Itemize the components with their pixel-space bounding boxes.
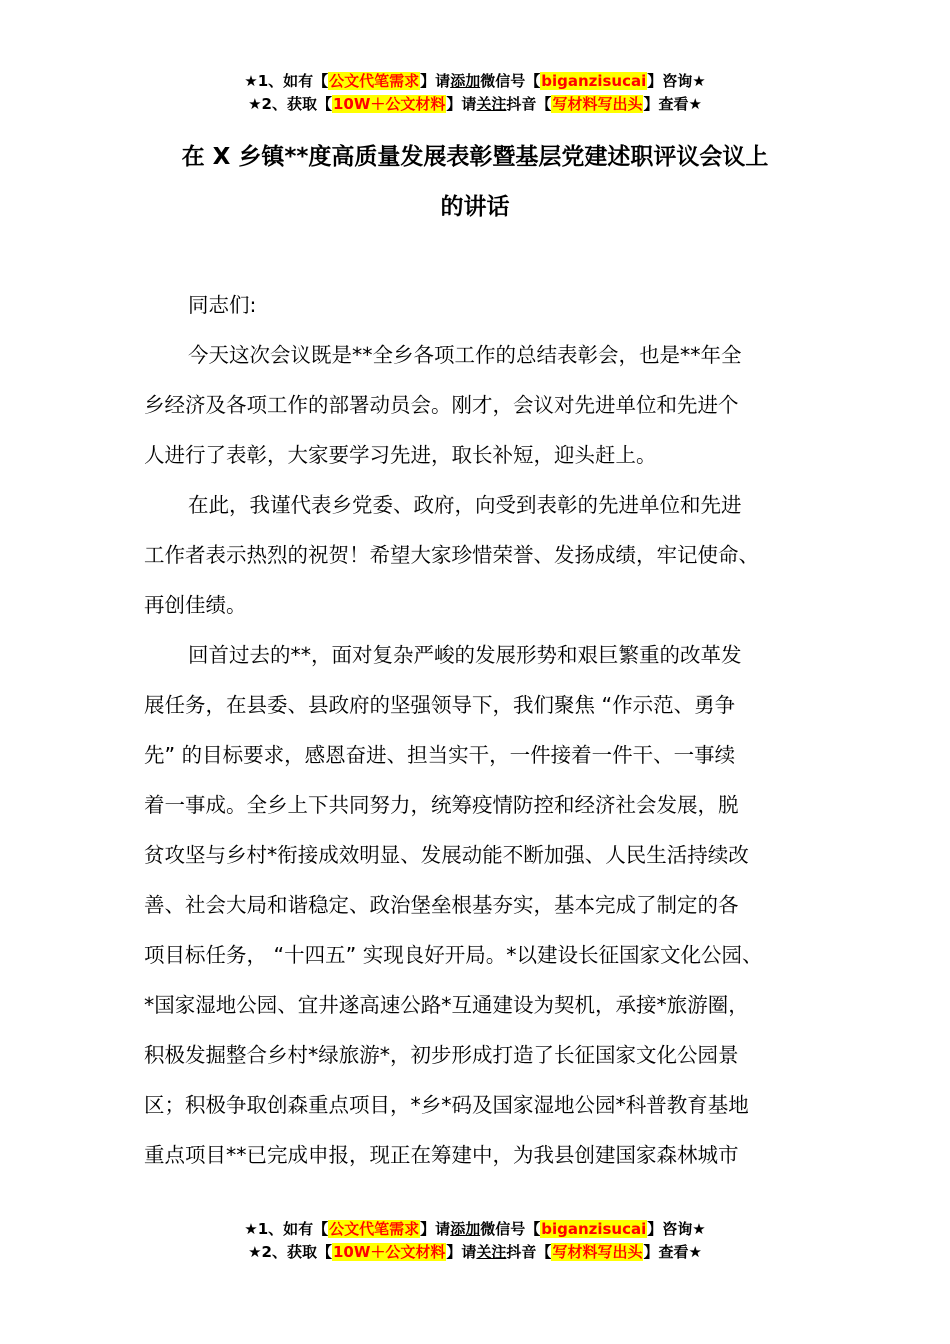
- underline-add: 添加: [450, 72, 481, 90]
- document-body: [144, 280, 824, 1180]
- title-line-1: 在 X 乡镇**度高质量发展表彰暨基层党建述职评议会议上: [181, 144, 769, 170]
- body-line: 项目标任务， “十四五” 实现良好开局。*以建设长征国家文化公园、: [144, 943, 763, 967]
- banner-text: ★2、获取【: [248, 1243, 332, 1261]
- highlight-materials: 10W＋公文材料: [332, 1243, 446, 1261]
- highlight-ghostwriting: 公文代笔需求: [329, 1220, 420, 1238]
- body-line: 善、社会大局和谐稳定、政治堡垒根基夯实，基本完成了制定的各: [144, 893, 739, 917]
- banner-text: 】查看★: [643, 1243, 702, 1261]
- body-line: 工作者表示热烈的祝贺！希望大家珍惜荣誉、发扬成绩，牢记使命、: [144, 543, 759, 567]
- body-line: 重点项目**已完成申报，现正在筹建中，为我县创建国家森林城市: [144, 1143, 739, 1167]
- body-line: 在此，我谨代表乡党委、政府，向受到表彰的先进单位和先进: [188, 493, 742, 517]
- body-line: *国家湿地公园、宜井遂高速公路*互通建设为契机，承接*旅游圈，: [144, 993, 749, 1017]
- underline-follow: 关注: [476, 1243, 507, 1261]
- body-line: 着一事成。全乡上下共同努力，统筹疫情防控和经济社会发展，脱: [144, 793, 739, 817]
- banner-line-2: [0, 1241, 950, 1264]
- body-line: 先” 的目标要求，感恩奋进、担当实干，一件接着一件干、一事续: [144, 743, 736, 767]
- body-line: 展任务，在县委、县政府的坚强领导下，我们聚焦 “作示范、勇争: [144, 693, 736, 717]
- banner-text: 】请: [446, 95, 477, 113]
- body-line: 回首过去的**，面对复杂严峻的发展形势和艰巨繁重的改革发: [188, 643, 742, 667]
- banner-text: 微信号【: [480, 72, 541, 90]
- highlight-douyin-account: 写材料写出头: [552, 95, 643, 113]
- banner-text: 抖音【: [506, 1243, 552, 1261]
- banner-line-2: [0, 93, 950, 116]
- body-line: 人进行了表彰，大家要学习先进，取长补短，迎头赶上。: [144, 443, 657, 467]
- banner-text: 】请: [420, 1220, 451, 1238]
- banner-text: ★1、如有【: [244, 72, 329, 90]
- highlight-douyin-account: 写材料写出头: [552, 1243, 643, 1261]
- highlight-wechat-id: biganzisucai: [541, 1220, 647, 1238]
- salutation: 同志们:: [188, 293, 257, 317]
- banner-text: 】咨询★: [647, 1220, 706, 1238]
- banner-text: ★1、如有【: [244, 1220, 329, 1238]
- body-line: 乡经济及各项工作的部署动员会。刚才，会议对先进单位和先进个: [144, 393, 739, 417]
- underline-add: 添加: [450, 1220, 481, 1238]
- body-line: 积极发掘整合乡村*绿旅游*，初步形成打造了长征国家文化公园景: [144, 1043, 739, 1067]
- highlight-materials: 10W＋公文材料: [332, 95, 446, 113]
- banner-text: ★2、获取【: [248, 95, 332, 113]
- document-title: [0, 132, 950, 232]
- footer-banner: [0, 1218, 950, 1264]
- highlight-ghostwriting: 公文代笔需求: [329, 72, 420, 90]
- body-line: 再创佳绩。: [144, 593, 247, 617]
- banner-text: 微信号【: [480, 1220, 541, 1238]
- header-banner: [0, 70, 950, 116]
- banner-text: 】请: [420, 72, 451, 90]
- title-line-2: 的讲话: [440, 194, 510, 220]
- body-line: 贫攻坚与乡村*衔接成效明显、发展动能不断加强、人民生活持续改: [144, 843, 749, 867]
- underline-follow: 关注: [476, 95, 507, 113]
- banner-text: 】咨询★: [647, 72, 706, 90]
- body-line: 今天这次会议既是**全乡各项工作的总结表彰会，也是**年全: [188, 343, 742, 367]
- banner-line-1: [0, 1218, 950, 1241]
- highlight-wechat-id: biganzisucai: [541, 72, 647, 90]
- body-line: 区；积极争取创森重点项目，*乡*码及国家湿地公园*科普教育基地: [144, 1093, 749, 1117]
- banner-text: 抖音【: [506, 95, 552, 113]
- banner-line-1: [0, 70, 950, 93]
- banner-text: 】查看★: [643, 95, 702, 113]
- banner-text: 】请: [446, 1243, 477, 1261]
